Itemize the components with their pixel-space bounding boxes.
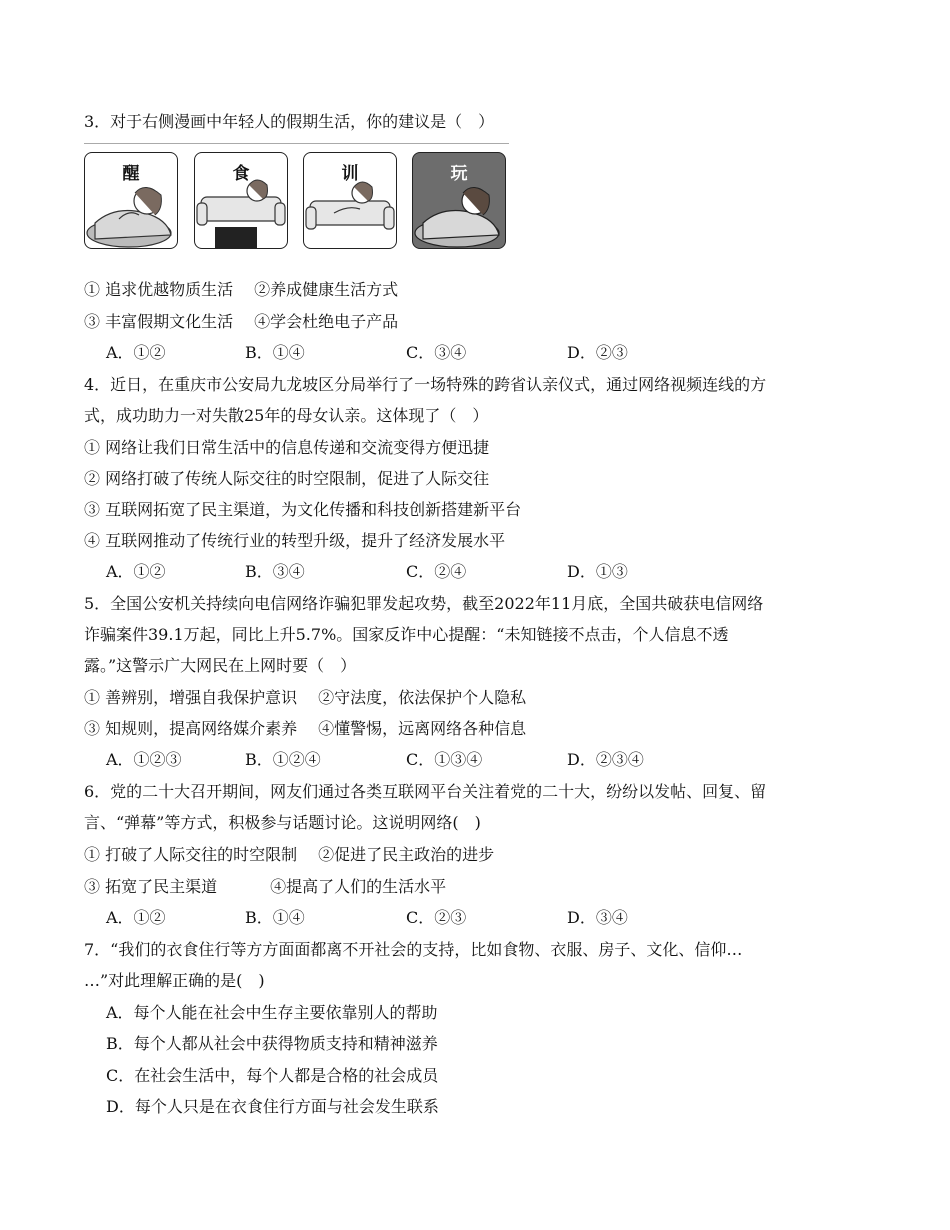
q5-stem-line2: 诈骗案件39.1万起，同比上升5.7%。国家反诈中心提醒：“未知链接不点击，个人信息不透: [84, 625, 729, 644]
q4-option-b[interactable]: B．③④: [245, 562, 305, 581]
q3-statement-2: ③ 丰富假期文化生活 ④学会杜绝电子产品: [84, 312, 399, 331]
comic-panel-train: [303, 152, 397, 249]
q4-statement-1: ① 网络让我们日常生活中的信息传递和交流变得方便迅捷: [84, 438, 490, 457]
q5-option-a[interactable]: A．①②③: [106, 750, 182, 769]
comic-panel-eat: [194, 152, 288, 249]
q7-stem-line1: 7．“我们的衣食住行等方方面面都离不开社会的支持，比如食物、衣服、房子、文化、信仰…: [84, 940, 743, 959]
q7-option-a[interactable]: A．每个人能在社会中生存主要依靠别人的帮助: [106, 1003, 438, 1022]
comic-label-wake: 醒: [122, 164, 140, 184]
comic-label-play: 玩: [450, 164, 468, 184]
q6-stem-line1: 6．党的二十大召开期间，网友们通过各类互联网平台关注着党的二十大，纷纷以发帖、回复、留: [84, 782, 767, 801]
q6-option-b[interactable]: B．①④: [245, 908, 305, 927]
q3-option-b[interactable]: B．①④: [245, 343, 305, 362]
q3-stem: 3．对于右侧漫画中年轻人的假期生活，你的建议是（ ）: [84, 112, 495, 131]
q6-option-c[interactable]: C．②③: [406, 908, 467, 927]
q4-option-d[interactable]: D．①③: [567, 562, 628, 581]
q6-statement-1: ① 打破了人际交往的时空限制 ②促进了民主政治的进步: [84, 845, 495, 864]
q6-option-d[interactable]: D．③④: [567, 908, 628, 927]
q4-stem-line1: 4．近日，在重庆市公安局九龙坡区分局举行了一场特殊的跨省认亲仪式，通过网络视频连线的方: [84, 375, 767, 394]
q3-option-c[interactable]: C．③④: [406, 343, 467, 362]
q3-statement-1: ① 追求优越物质生活 ②养成健康生活方式: [84, 280, 399, 299]
q7-stem-line2: …”对此理解正确的是( ): [84, 971, 265, 990]
q5-statement-1: ① 善辨别，增强自我保护意识 ②守法度，依法保护个人隐私: [84, 688, 527, 707]
q4-statement-2: ② 网络打破了传统人际交往的时空限制，促进了人际交往: [84, 469, 490, 488]
comic-panel-wake: [84, 152, 178, 249]
q3-option-d[interactable]: D．②③: [567, 343, 628, 362]
sleeping-person-dark-illustration: [413, 153, 505, 248]
q4-option-c[interactable]: C．②④: [406, 562, 467, 581]
comic-label-train: 训: [341, 164, 359, 184]
q7-option-d[interactable]: D．每个人只是在衣食住行方面与社会发生联系: [106, 1097, 439, 1116]
comic-strip: [84, 144, 508, 252]
q5-statement-2: ③ 知规则，提高网络媒介素养 ④懂警惕，远离网络各种信息: [84, 719, 527, 738]
q3-option-a[interactable]: A．①②: [106, 343, 166, 362]
q5-option-d[interactable]: D．②③④: [567, 750, 644, 769]
q4-option-a[interactable]: A．①②: [106, 562, 166, 581]
q6-stem-line2: 言、“弹幕”等方式，积极参与话题讨论。这说明网络( ): [84, 813, 481, 832]
q4-statement-3: ③ 互联网拓宽了民主渠道，为文化传播和科技创新搭建新平台: [84, 500, 522, 519]
comic-label-eat: 食: [232, 164, 250, 184]
q4-stem-line2: 式，成功助力一对失散25年的母女认亲。这体现了（ ）: [84, 406, 489, 425]
q5-stem-line1: 5．全国公安机关持续向电信网络诈骗犯罪发起攻势，截至2022年11月底，全国共破获电信网络: [84, 594, 764, 613]
q5-stem-line3: 露。”这警示广大网民在上网时要（ ）: [84, 656, 357, 675]
q4-statement-4: ④ 互联网推动了传统行业的转型升级，提升了经济发展水平: [84, 531, 506, 550]
q7-option-b[interactable]: B．每个人都从社会中获得物质支持和精神滋养: [106, 1034, 438, 1053]
q7-option-c[interactable]: C．在社会生活中，每个人都是合格的社会成员: [106, 1066, 439, 1085]
sofa-phone-illustration: [304, 153, 396, 248]
q5-option-c[interactable]: C．①③④: [406, 750, 483, 769]
sleeping-person-illustration: [85, 153, 177, 248]
q6-statement-2: ③ 拓宽了民主渠道 ④提高了人们的生活水平: [84, 877, 447, 896]
comic-panel-play: [412, 152, 506, 249]
q5-option-b[interactable]: B．①②④: [245, 750, 321, 769]
sofa-tv-illustration: [195, 153, 287, 248]
q6-option-a[interactable]: A．①②: [106, 908, 166, 927]
